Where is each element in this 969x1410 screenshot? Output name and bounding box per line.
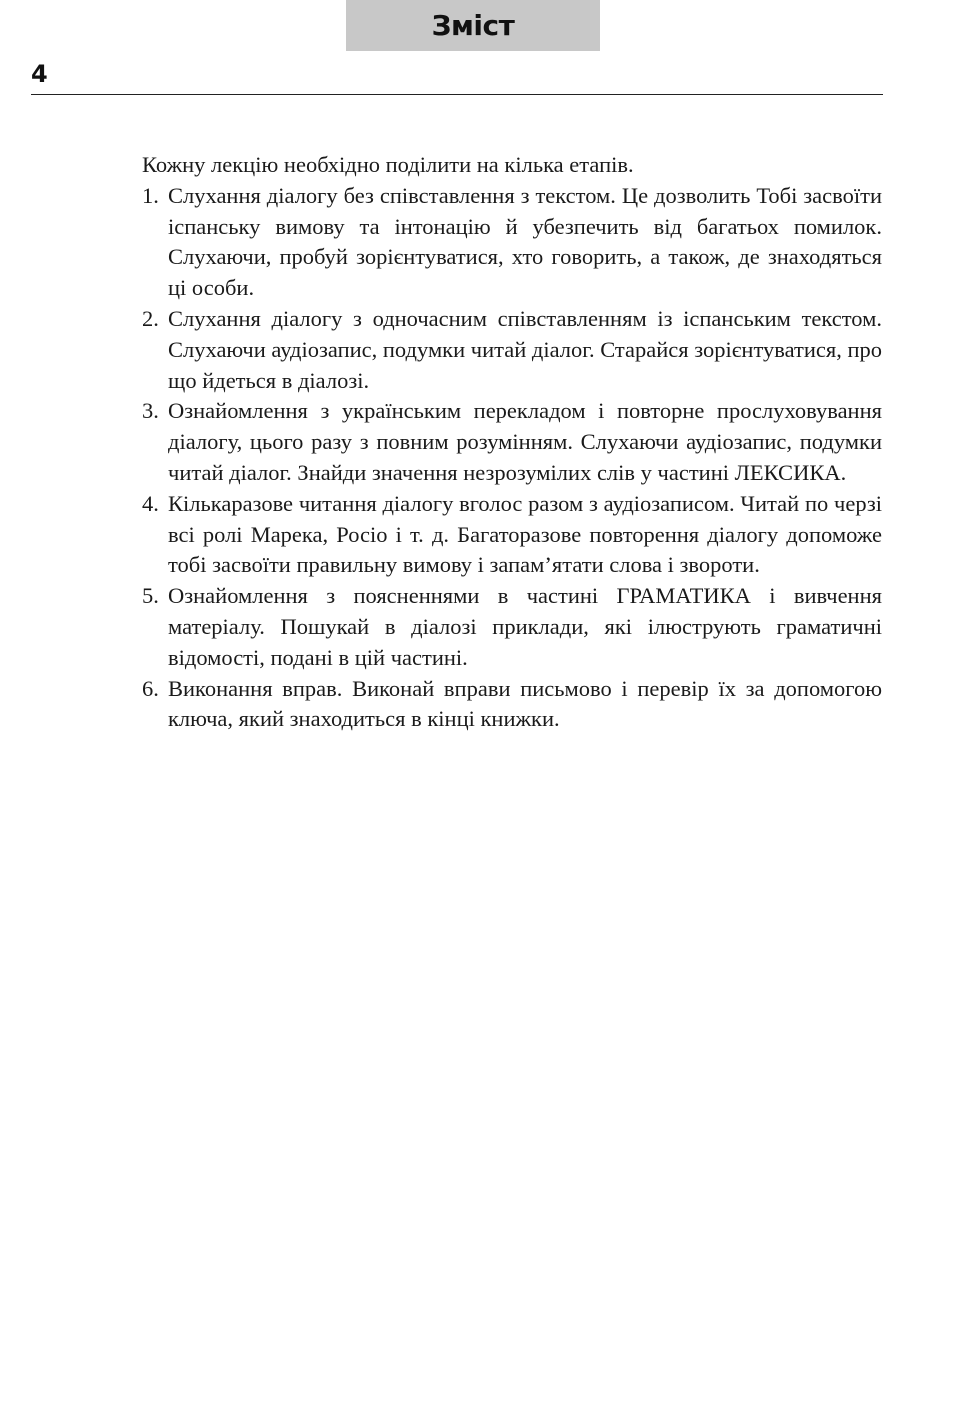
list-item-number: 4.: [142, 490, 159, 516]
header-divider: [31, 94, 883, 95]
list-item-text: Ознайомлення з українським перекладом і повторне прослуховування діалогу, цього разу з повним розумінням. Слухаючи аудіозапис, подумки читай діалог. Знайди значення незрозумілих слів у частині ЛЕКСИКА.: [168, 398, 882, 485]
list-item-text: Кількаразове читання діалогу вголос разом з аудіозаписом. Читай по черзі всі ролі Марека, Росіо і т. д. Багаторазове повторення діалогу допоможе тобі засвоїти правильну вимову і запам’ятати слова і звороти.: [168, 490, 882, 578]
list-item: [142, 489, 882, 581]
intro-paragraph: Кожну лекцію необхідно поділити на кілька етапів.: [142, 152, 634, 177]
list-item: [142, 674, 882, 736]
list-item-number: 3.: [142, 398, 159, 424]
steps-list: [142, 181, 882, 735]
section-title-tab: [346, 0, 600, 51]
list-item-number: 5.: [142, 583, 159, 609]
page-body: [142, 150, 882, 735]
list-item-number: 6.: [142, 675, 159, 701]
section-title: Зміст: [431, 9, 515, 42]
list-item-number: 1.: [142, 182, 159, 208]
list-item: [142, 181, 882, 304]
list-item: [142, 581, 882, 673]
list-item: [142, 304, 882, 396]
list-item-number: 2.: [142, 305, 159, 331]
list-item-text: Виконання вправ. Виконай вправи письмово і перевір їх за допомогою ключа, який знаходиться в кінці книжки.: [168, 675, 882, 732]
list-item-text: Ознайомлення з поясненнями в частині ГРАМАТИКА і вивчення матеріалу. Пошукай в діалозі приклади, які ілюструють граматичні відомості, подані в цій частині.: [168, 583, 882, 670]
page-number: 4: [31, 60, 48, 88]
list-item-text: Слухання діалогу без співставлення з текстом. Це дозволить Тобі засвоїти іспанську вимову та інтонацію й убезпечить від багатьох помилок. Слухаючи, пробуй зорієнтуватися, хто говорить, а також, де знаходяться ці особи.: [168, 182, 882, 301]
list-item: [142, 396, 882, 488]
list-item-text: Слухання діалогу з одночасним співставленням із іспанським текстом. Слухаючи аудіозапис, подумки читай діалог. Старайся зорієнтуватися, про що йдеться в діалозі.: [168, 305, 882, 393]
